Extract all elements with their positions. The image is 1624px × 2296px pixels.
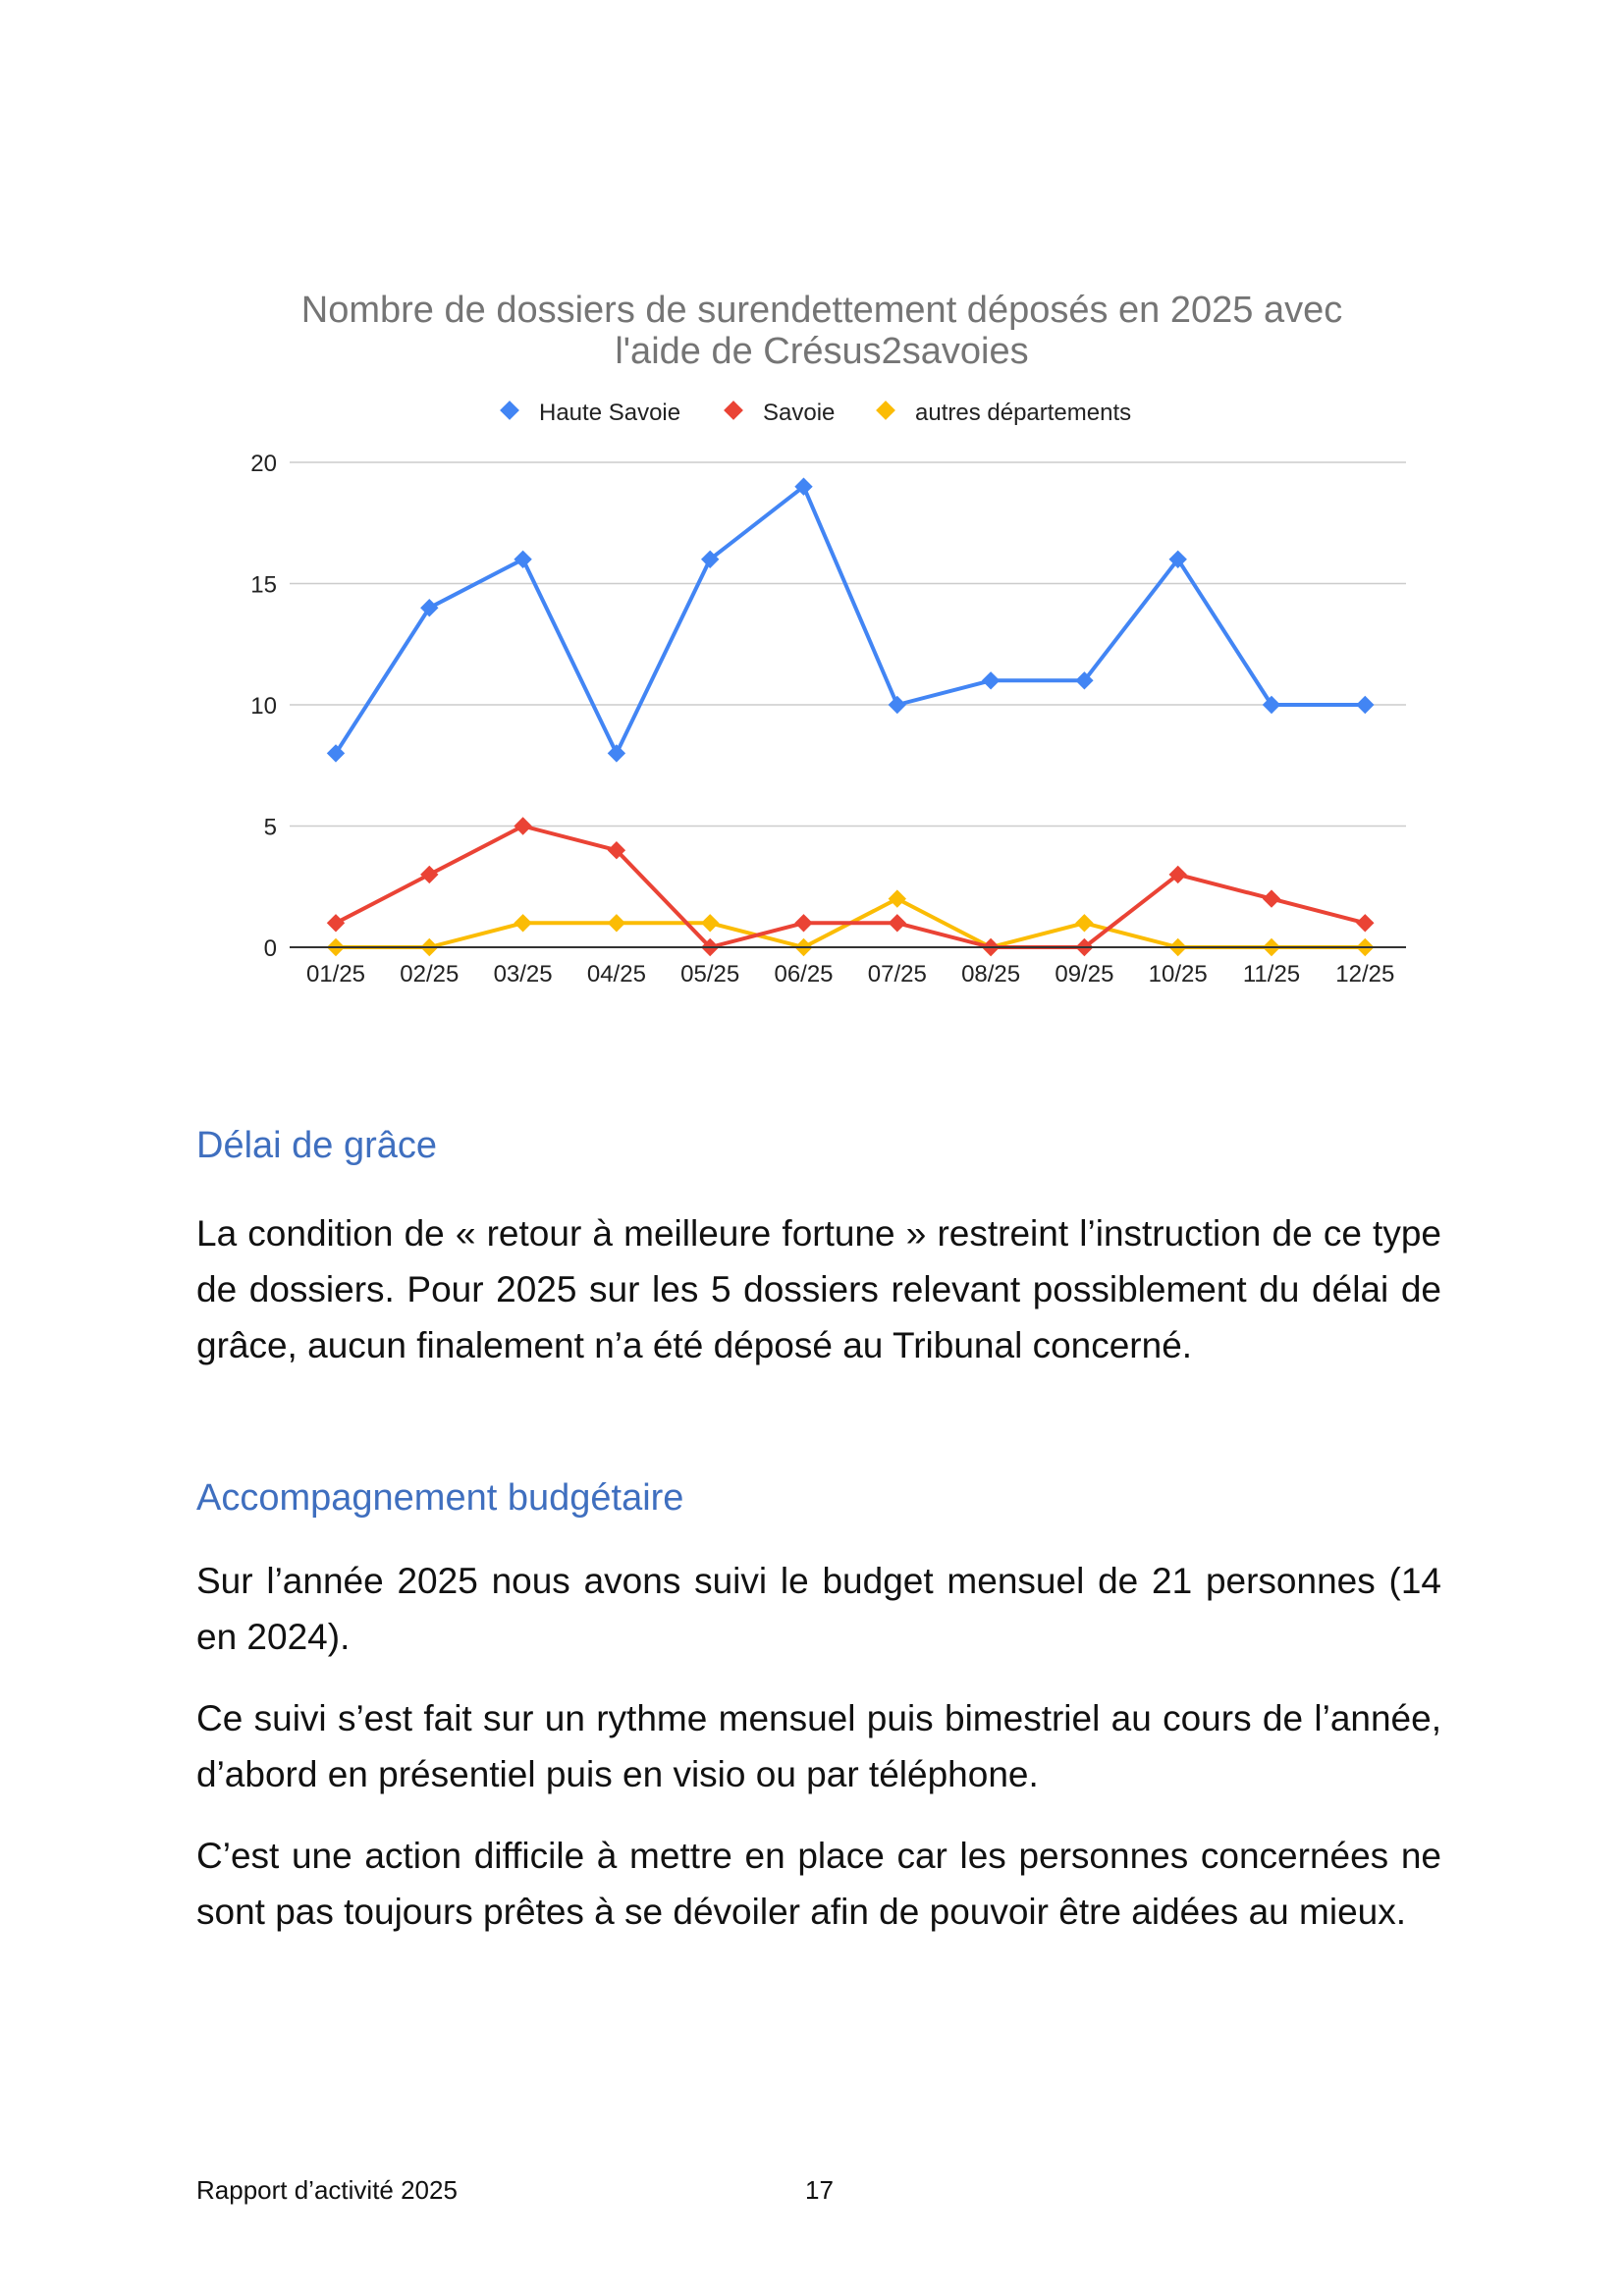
data-point-haute-savoie <box>1356 696 1374 714</box>
legend-marker-haute-savoie <box>500 400 519 420</box>
data-point-savoie <box>1263 889 1280 907</box>
data-point-haute-savoie <box>608 744 625 762</box>
paragraph-delai-de-grace: La condition de « retour à meilleure fortune » restreint l’instruction de ce type de dossiers. Pour 2025 sur les 5 dossiers relevant possiblement du délai de grâce, aucun finalement n’a été déposé au Tribunal concerné. <box>196 1213 1441 1365</box>
data-point-autres-departements <box>889 889 906 907</box>
chart-legend <box>500 400 1131 426</box>
grid-lines <box>290 462 1406 827</box>
data-point-savoie <box>889 914 906 932</box>
data-point-haute-savoie <box>889 696 906 714</box>
data-point-savoie <box>794 914 812 932</box>
x-tick-label: 05/25 <box>680 961 740 988</box>
heading-accompagnement-budgetaire: Accompagnement budgétaire <box>196 1477 684 1519</box>
footer-page-number: 17 <box>805 2175 834 2205</box>
y-axis-ticks <box>250 451 277 962</box>
x-tick-label: 04/25 <box>586 961 646 988</box>
y-tick-label: 15 <box>250 571 277 599</box>
data-point-savoie <box>1356 914 1374 932</box>
x-tick-label: 02/25 <box>400 961 460 988</box>
y-tick-label: 0 <box>263 935 277 962</box>
line-chart <box>0 0 1624 1041</box>
x-tick-label: 03/25 <box>493 961 553 988</box>
series-line-savoie <box>336 827 1365 948</box>
paragraph-accompagnement-2: Ce suivi s’est fait sur un rythme mensuel puis bimestriel au cours de l’année, d’abord en présentiel puis en visio ou par téléphone. <box>196 1698 1441 1794</box>
x-tick-label: 11/25 <box>1242 961 1301 988</box>
data-point-savoie <box>514 817 531 834</box>
footer-report-title: Rapport d’activité 2025 <box>196 2175 458 2205</box>
data-point-autres-departements <box>514 914 531 932</box>
legend-marker-autres-departements <box>876 400 895 420</box>
chart-title-line-1: Nombre de dossiers de surendettement déposés en 2025 avec <box>300 290 1343 331</box>
legend-label-savoie: Savoie <box>763 400 836 426</box>
x-tick-label: 06/25 <box>774 961 834 988</box>
data-point-haute-savoie <box>982 671 1000 689</box>
data-point-haute-savoie <box>514 551 531 568</box>
data-point-autres-departements <box>608 914 625 932</box>
paragraph-accompagnement-3: C’est une action difficile à mettre en place car les personnes concernées ne sont pas toujours prêtes à se dévoiler afin de pouvoir être aidées au mieux. <box>196 1836 1441 1932</box>
heading-delai-de-grace: Délai de grâce <box>196 1125 438 1166</box>
y-tick-label: 10 <box>250 693 277 720</box>
data-point-savoie <box>327 914 345 932</box>
y-tick-label: 20 <box>250 451 277 477</box>
x-tick-label: 10/25 <box>1148 961 1208 988</box>
data-point-savoie <box>420 866 438 883</box>
x-tick-label: 07/25 <box>867 961 927 988</box>
x-tick-label: 08/25 <box>961 961 1021 988</box>
legend-label-autres-departements: autres départements <box>915 400 1132 426</box>
x-tick-label: 01/25 <box>305 961 366 988</box>
chart-title-line-2: l'aide de Crésus2savoies <box>615 331 1029 372</box>
legend-marker-savoie <box>724 400 743 420</box>
legend-label-haute-savoie: Haute Savoie <box>539 400 681 426</box>
y-tick-label: 5 <box>263 814 277 841</box>
series-line-haute-savoie <box>336 487 1365 754</box>
series-lines <box>327 478 1375 957</box>
x-tick-label: 12/25 <box>1335 961 1395 988</box>
data-point-autres-departements <box>1075 914 1093 932</box>
x-axis-ticks <box>306 961 1394 988</box>
x-tick-label: 09/25 <box>1055 961 1114 988</box>
paragraph-accompagnement-1: Sur l’année 2025 nous avons suivi le budget mensuel de 21 personnes (14 en 2024). <box>196 1561 1441 1657</box>
data-point-autres-departements <box>701 914 719 932</box>
